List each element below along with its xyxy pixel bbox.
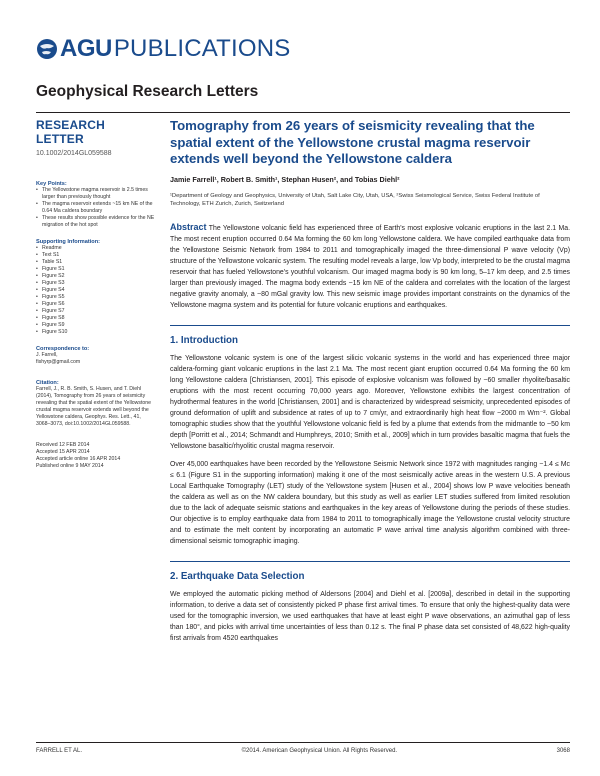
supporting-item[interactable]: • Text S1	[36, 252, 156, 259]
supporting-item[interactable]: • Table S1	[36, 259, 156, 266]
paragraph: Over 45,000 earthquakes have been recorded by the Yellowstone Seismic Network since 1972 with magnitudes ranging −1.4 ≤ Mc ≤ 6.1 (Figure S1 in the supporting information) making it one of the most seismically active areas in the western U.S. A previous Local Earthquake Tomography (LET) study of the Yellowstone system [Husen et al., 2004] shows low P wave velocities beneath the caldera as well as on the NW caldera boundary, but this study as well as earlier LET studies suffered from limited resolution due to the lack of adequate seismic stations and earthquakes in the key areas of Yellowstone during the periods of these studies. Our objective is to employ earthquake data from 1984 to 2011 to tomographically image the Yellowstone crustal velocity structure and to estimate the melt content by incorporating an automatic P wave arrival time analysis algorithm combined with three-dimensional seismic tomographic imaging.	[170, 460, 570, 545]
logo-agu-text: AGU	[60, 35, 112, 62]
supporting-item[interactable]: • Figure S8	[36, 315, 156, 322]
key-point: • The Yellowstone magma reservoir is 2.5 times larger than previously thought	[36, 187, 156, 201]
section-title-data-selection: 2. Earthquake Data Selection	[170, 570, 305, 582]
supporting-info-list	[36, 245, 156, 336]
footer-authors: FARRELL ET AL.	[36, 748, 83, 754]
header-divider	[36, 112, 570, 113]
page-number: 3068	[556, 748, 570, 754]
logo-publications-text: PUBLICATIONS	[113, 35, 291, 62]
paragraph: We employed the automatic picking method of Aldersons [2004] and Diehl et al. [2009a], described in detail in the supporting information, to derive a data set of consistently picked P phase first arrival times. To ensure that only the highest-quality data were used for the tomographic inversion, we used earthquakes that have at least eight P wave observations, an azimuthal gap of less than 180°, and picks with arrival time uncertainties of less than 0.12 s. The final P phase data set consisted of 48,622 high-quality first arrivals from 4520 earthquakes	[170, 590, 570, 642]
supporting-info-heading: Supporting Information:	[36, 239, 101, 245]
supporting-item[interactable]: • Figure S7	[36, 308, 156, 315]
authors: Jamie Farrell¹, Robert B. Smith¹, Stephan Husen², and Tobias Diehl²	[170, 174, 400, 184]
affiliations: ¹Department of Geology and Geophysics, University of Utah, Salt Lake City, Utah, USA, ²Swiss Seismological Service, Swiss Federal Institute of Technology, ETH Zurich, Zurich, Switzerland	[170, 192, 540, 207]
key-points-heading: Key Points:	[36, 181, 67, 187]
page-footer	[36, 748, 570, 754]
globe-icon	[36, 38, 58, 60]
article-dates	[36, 442, 156, 470]
supporting-item[interactable]: • Figure S3	[36, 280, 156, 287]
supporting-item[interactable]: • Figure S2	[36, 273, 156, 280]
key-points-list	[36, 187, 156, 229]
article-title: Tomography from 26 years of seismicity revealing that the spatial extent of the Yellowstone crustal magma reservoir extends well beyond the Yellowstone caldera	[170, 118, 535, 166]
main-content	[170, 118, 570, 644]
supporting-item[interactable]: • Readme	[36, 245, 156, 252]
correspondence-email[interactable]: fishyrp@gmail.com	[36, 359, 81, 365]
publisher-logo	[36, 34, 291, 64]
supporting-item[interactable]: • Figure S5	[36, 294, 156, 301]
abstract-label: Abstract	[170, 221, 207, 232]
doi[interactable]: 10.1002/2014GL059588	[36, 150, 112, 157]
supporting-item[interactable]: • Figure S6	[36, 301, 156, 308]
abstract-text: The Yellowstone volcanic field has experienced three of Earth's most explosive volcanic eruptions in the last 2.1 Ma. The most recent eruption occurred 0.64 Ma forming the 60 km long Yellowstone caldera. We have compiled earthquake data from the Yellowstone Seismic Network from 1984 to 2011 and tomographically imaged the three-dimensional P wave velocity (Vp) structure of the Yellowstone volcanic system. The resulting model reveals a large, low Vp body, interpreted to be the crustal magma reservoir that has fueled Yellowstone's youthful volcanism. Our imaged magma body is 90 km long, 5–17 km deep, and 2.5 times larger than previously imaged. The magma body extends ~15 km NE of the caldera and correlates with the location of the largest negative gravity anomaly, a ~80 mGal gravity low. This new seismic image provides important constraints on the dynamics of the Yellowstone magma system and its potential for future volcanic eruptions and earthquakes.	[170, 224, 570, 309]
correspondence-heading: Correspondence to:	[36, 346, 90, 352]
supporting-item[interactable]: • Figure S9	[36, 322, 156, 329]
section-title-introduction: 1. Introduction	[170, 334, 239, 346]
supporting-item[interactable]: • Figure S1	[36, 266, 156, 273]
citation-text: Farrell, J., R. B. Smith, S. Husen, and T. Diehl (2014), Tomography from 26 years of seismicity revealing that the spatial extent of the Yellowstone crustal magma reservoir extends well beyond the Yellowstone caldera, Geophys. Res. Lett., 41, 3068–3073, doi:10.1002/2014GL059588.	[36, 386, 152, 427]
date-online: Accepted article online 16 APR 2014	[36, 456, 121, 462]
paragraph: The Yellowstone volcanic system is one of the largest silicic volcanic systems in the world and has experienced three major caldera-forming giant volcanic eruptions in the last 2.1 Ma. The most recent giant eruption occurred 0.64 Ma forming the 60 km long Yellowstone caldera [Christiansen, 2001]. This episode of explosive volcanism was followed by ~60 smaller rhyolite/basaltic eruptions with the most recent occurring 70,000 years ago. Moreover, Yellowstone exhibits the largest concentration of hydrothermal features in the world [Christiansen, 2001] and is characterized by widespread seismicity, unprecedented episodes of ground deformation of uplift and subsidence at rates of up to 7 cm/yr, and extraordinarily high heat flow ~2000 m Wm⁻². Global tomographic studies show that the youthful Yellowstone volcanic field is fed by a plume that extends from the midmantle to ~50 km depth [Porritt et al., 2014; Schmandt and Humphreys, 2010; Smith et al., 2009] which in turn provides basaltic magma that fuels the Yellowstone basaltic/rhyolitic crustal magma reservoir.	[170, 354, 570, 450]
citation-heading: Citation:	[36, 380, 59, 386]
sidebar	[36, 118, 156, 470]
footer-copyright: ©2014. American Geophysical Union. All Rights Reserved.	[241, 748, 398, 754]
key-point: • These results show possible evidence for the NE migration of the hot spot	[36, 215, 156, 229]
section-divider	[170, 561, 570, 562]
date-received: Received 12 FEB 2014	[36, 442, 90, 448]
correspondence-name: J. Farrell,	[36, 352, 58, 358]
section-divider	[170, 325, 570, 326]
footer-divider	[36, 742, 570, 743]
supporting-item[interactable]: • Figure S10	[36, 329, 156, 336]
journal-name: Geophysical Research Letters	[36, 83, 259, 100]
date-accepted: Accepted 15 APR 2014	[36, 449, 90, 455]
supporting-item[interactable]: • Figure S4	[36, 287, 156, 294]
article-type: RESEARCH LETTER	[36, 118, 105, 146]
key-point: • The magma reservoir extends ~15 km NE of the 0.64 Ma caldera boundary	[36, 201, 156, 215]
date-published: Published online 9 MAY 2014	[36, 463, 104, 469]
abstract	[170, 222, 570, 311]
